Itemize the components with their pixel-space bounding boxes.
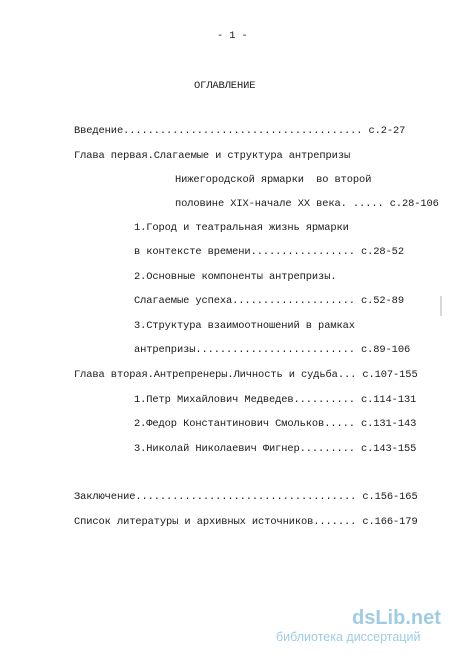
watermark-subtitle: библиотека диссертаций: [276, 630, 421, 644]
toc-entry-bibliography: Список литературы и архивных источников....... с.166-179: [74, 516, 418, 528]
toc-entry-section-2-2: 2.Федор Константинович Смольков..... с.131-143: [134, 418, 417, 430]
toc-entry-section-1-1-pages: в контексте времени................. с.28-52: [134, 246, 404, 258]
toc-entry-section-1-3-pages: антрепризы.......................... с.89-106: [134, 344, 411, 356]
toc-entry-section-2-3: 3.Николай Николаевич Фигнер......... с.143-155: [134, 443, 417, 455]
toc-entry-introduction: Введение....................................... с.2-27: [74, 125, 406, 137]
toc-entry-section-1-2-pages: Слагаемые успеха.................... с.52-89: [134, 295, 404, 307]
toc-entry-conclusion: Заключение.................................... с.156-165: [74, 491, 418, 503]
toc-entry-chapter-2: Глава вторая.Антрепренеры.Личность и судьба... с.107-155: [74, 369, 418, 381]
toc-entry-section-2-1: 1.Петр Михайлович Медведев.......... с.114-131: [134, 394, 417, 406]
toc-entry-section-1-1: 1.Город и театральная жизнь ярмарки: [134, 222, 349, 234]
page-number: - 1 -: [217, 30, 248, 42]
scan-edge-mark: [440, 296, 442, 316]
toc-entry-chapter-1-cont: Нижегородской ярмарки во второй: [175, 174, 372, 186]
toc-entry-chapter-1: Глава первая.Слагаемые и структура антрепризы: [74, 150, 351, 162]
toc-entry-section-1-3: 3.Структура взаимоотношений в рамках: [134, 320, 355, 332]
toc-entry-section-1-2: 2.Основные компоненты антрепризы.: [134, 271, 337, 283]
toc-entry-chapter-1-pages: половине XIX-начале XX века. ..... с.28-106: [175, 198, 439, 210]
watermark-logo: dsLib.net: [352, 607, 441, 629]
toc-heading: ОГЛАВЛЕНИЕ: [194, 80, 256, 92]
